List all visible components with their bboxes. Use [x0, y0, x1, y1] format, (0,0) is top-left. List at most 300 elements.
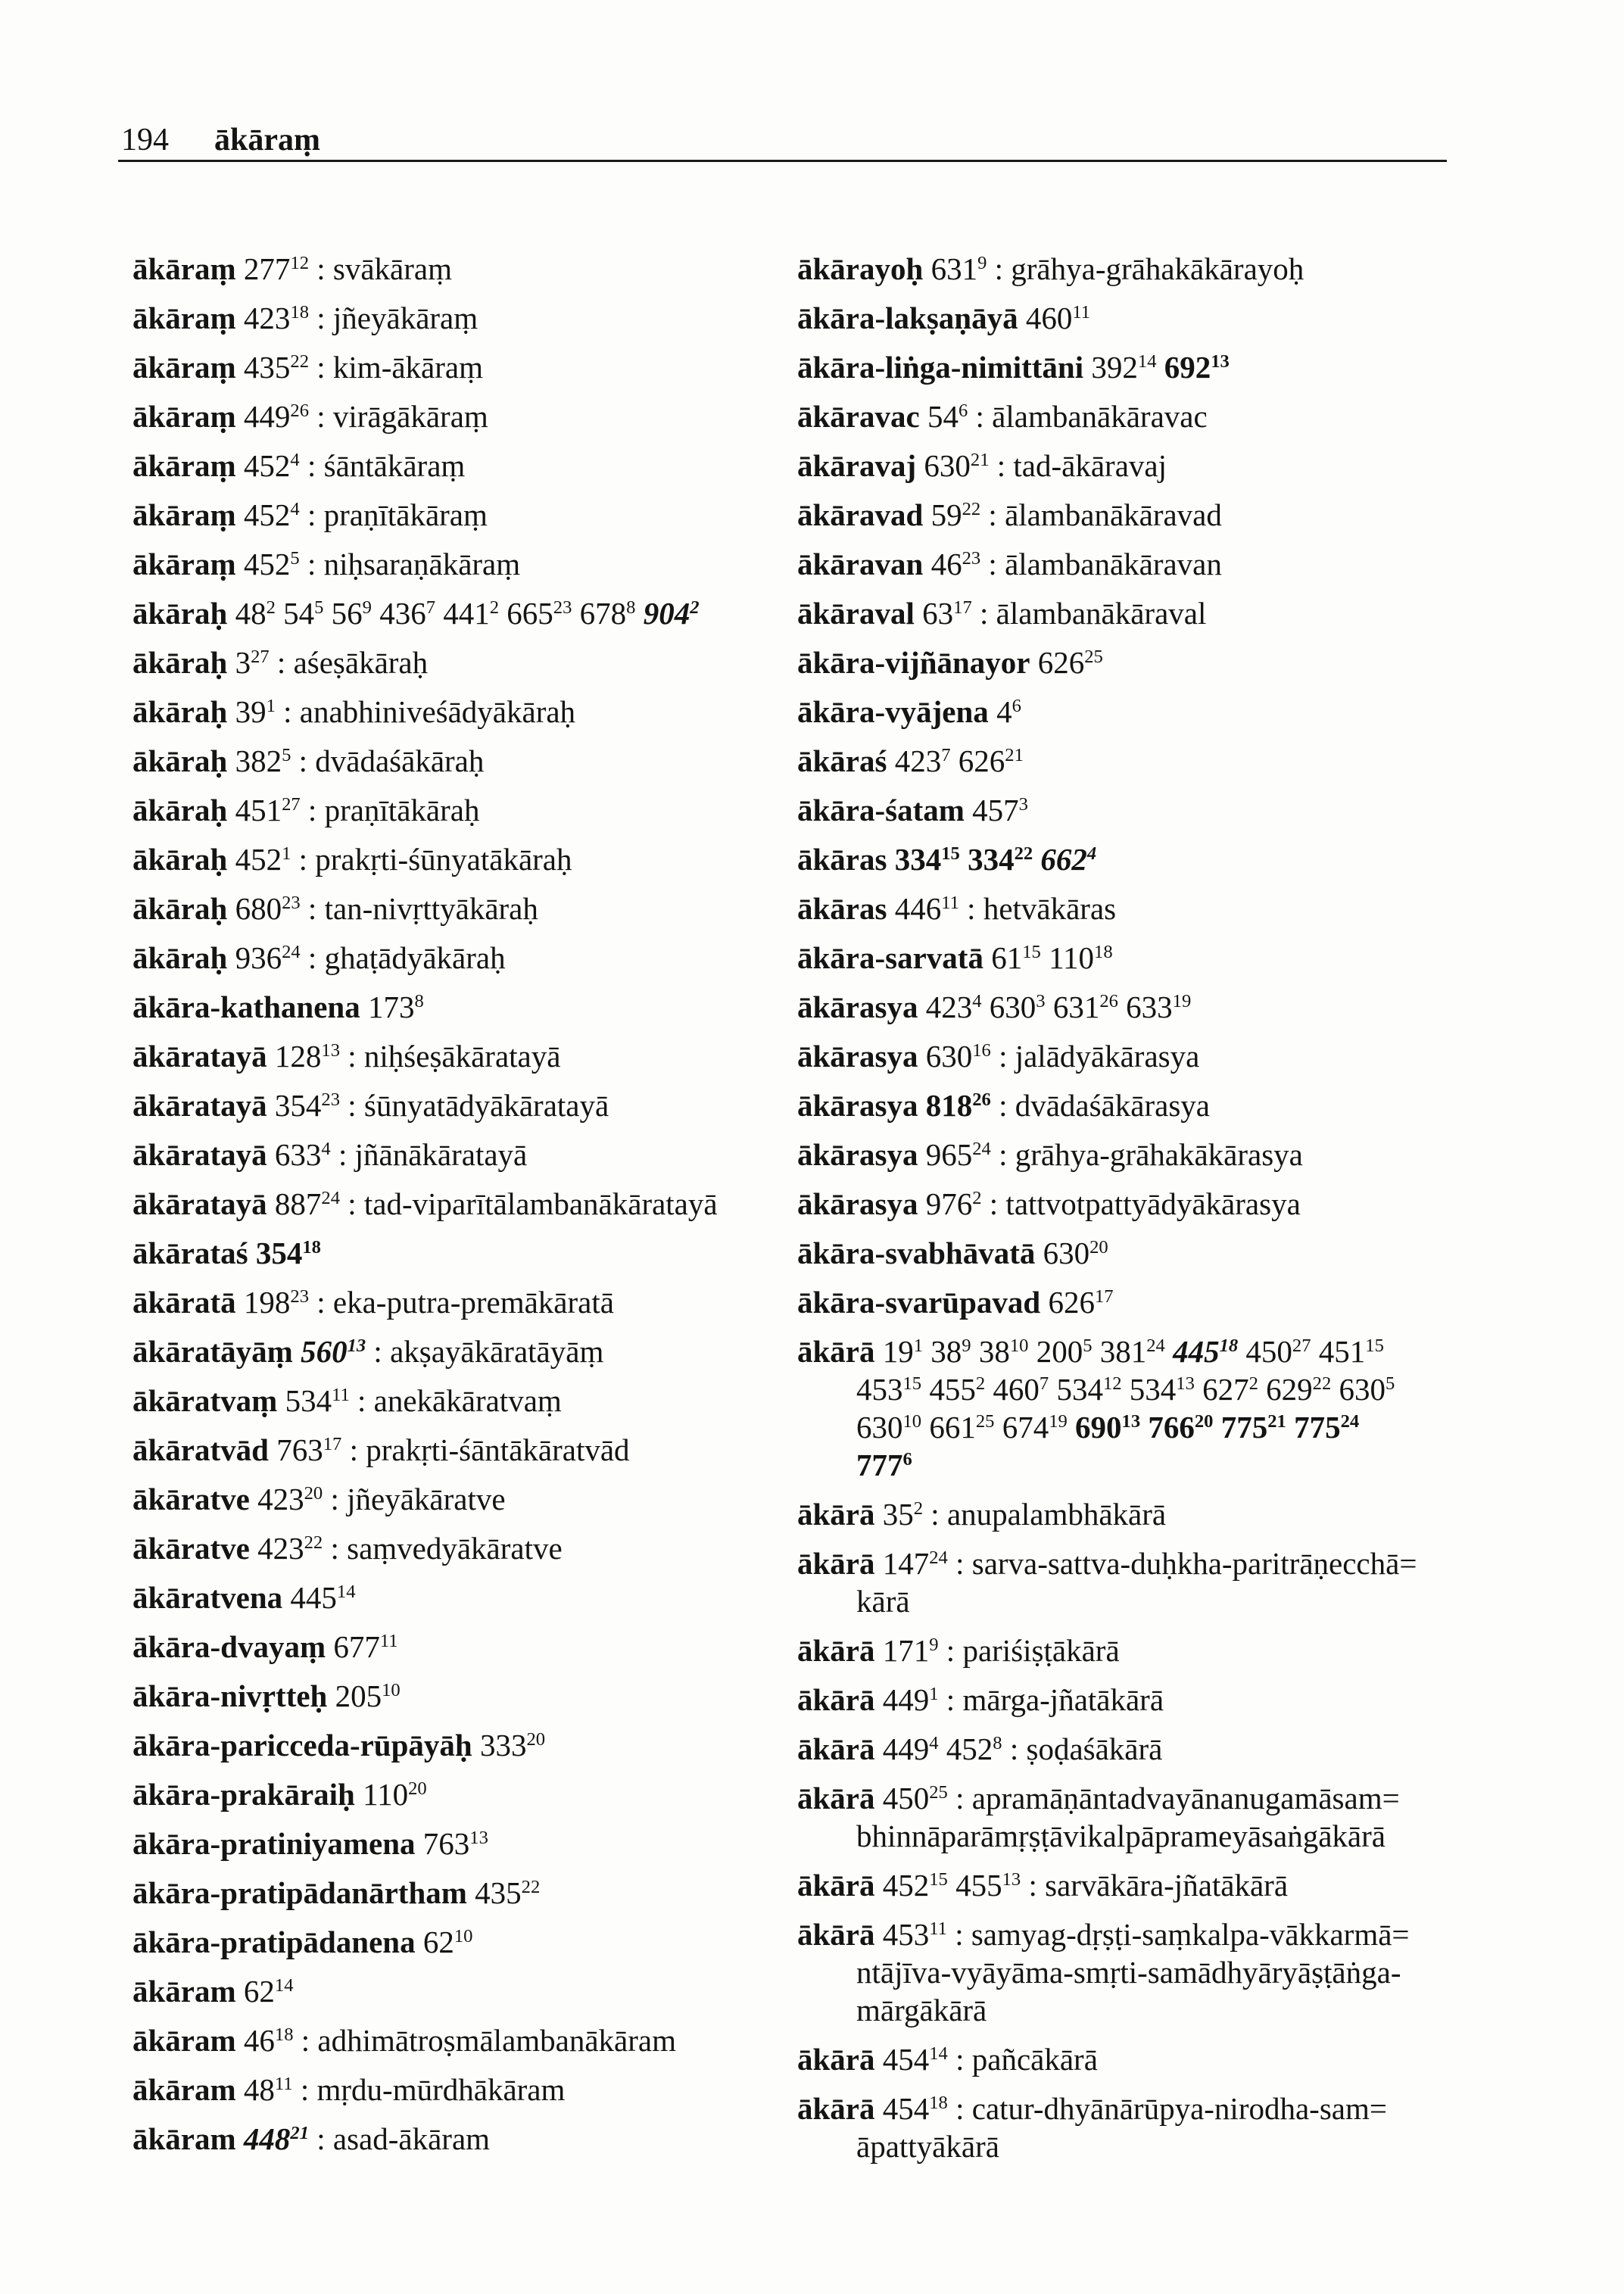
entry-line — [132, 1628, 718, 1666]
index-entry — [797, 348, 1417, 386]
reference — [423, 1826, 488, 1861]
entry-line — [132, 988, 718, 1026]
reference-line: 23 — [553, 597, 572, 619]
index-entry — [132, 1086, 718, 1124]
reference-line: 5 — [290, 548, 300, 569]
reference-page: 452 — [235, 842, 282, 877]
index-entry — [797, 2090, 1417, 2165]
reference — [244, 547, 300, 581]
reference-page: 147 — [882, 1546, 930, 1581]
index-entry — [797, 742, 1417, 780]
reference-line: 24 — [929, 1548, 948, 1569]
reference-line: 18 — [302, 1237, 321, 1258]
headword: ākārayoḥ — [797, 251, 924, 286]
reference-page: 171 — [882, 1633, 930, 1668]
index-entry — [132, 791, 718, 829]
reference-page: 54 — [927, 399, 959, 434]
gloss: prakṛti-śāntākāratvād — [366, 1432, 630, 1467]
reference-page: 665 — [507, 596, 553, 631]
reference — [990, 990, 1046, 1024]
reference — [929, 1410, 994, 1445]
reference-page: 450 — [882, 1781, 930, 1816]
reference-page: 452 — [243, 497, 291, 532]
gloss: prakṛti-śūnyatākāraḥ — [315, 842, 572, 877]
reference — [1053, 990, 1118, 1024]
reference-page: 3 — [235, 645, 251, 680]
index-entry — [132, 447, 718, 485]
reference-page: 354 — [274, 1088, 322, 1123]
reference-page: 763 — [422, 1826, 470, 1861]
index-entry — [132, 2120, 718, 2158]
reference — [1100, 1334, 1165, 1369]
headword: ākāraṃ — [132, 301, 236, 335]
gloss: sarvākāra-jñatākārā — [1045, 1868, 1289, 1903]
headword: ākārasya — [797, 1137, 918, 1172]
entry-line — [797, 1915, 1417, 1953]
reference-page: 630 — [925, 1039, 973, 1074]
entry-line — [132, 299, 718, 337]
entry-line — [797, 1185, 1417, 1223]
reference-page: 435 — [243, 350, 291, 385]
reference-line: 24 — [1340, 1411, 1360, 1432]
reference-page: 38 — [978, 1334, 1010, 1369]
reference-page: 56 — [331, 596, 363, 631]
reference-line: 23 — [290, 1286, 309, 1308]
headword: ākāram — [132, 2072, 236, 2107]
entry-line — [797, 348, 1417, 386]
reference-page: 451 — [235, 793, 282, 828]
entry-line — [132, 447, 718, 485]
headword: ākāra-lakṣaṇāyā — [797, 301, 1018, 335]
reference-page: 560 — [301, 1334, 348, 1369]
separator: : — [946, 1682, 955, 1717]
entry-line-continued — [797, 1953, 1417, 1991]
reference-page: 775 — [1220, 1410, 1268, 1445]
reference-line: 4 — [929, 1733, 939, 1754]
index-entry — [132, 1579, 718, 1616]
reference — [883, 1781, 948, 1816]
headword: ākāra-vyājena — [797, 694, 989, 729]
reference-page: 680 — [235, 891, 282, 926]
reference — [993, 1372, 1049, 1407]
entry-line — [132, 1136, 718, 1173]
reference-line: 17 — [323, 1434, 342, 1455]
reference-page: 976 — [925, 1186, 973, 1221]
reference — [929, 1372, 985, 1407]
reference-page: 766 — [1148, 1410, 1195, 1445]
separator: : — [1009, 1731, 1019, 1766]
reference-page: 200 — [1036, 1334, 1083, 1369]
reference-line: 20 — [304, 1483, 323, 1504]
reference-page: 452 — [243, 448, 291, 483]
reference-line: 19 — [1049, 1411, 1068, 1432]
reference-page: 904 — [643, 596, 690, 631]
reference-page: 441 — [443, 596, 490, 631]
reference-page: 128 — [274, 1039, 322, 1074]
gloss: anekākāratvaṃ — [373, 1383, 562, 1418]
entry-line — [132, 2120, 718, 2158]
index-entry — [132, 250, 718, 288]
entry-line-continued — [797, 2127, 1417, 2165]
reference-line: 9 — [977, 253, 987, 274]
reference-line: 14 — [1137, 351, 1157, 372]
reference — [244, 399, 309, 434]
reference — [856, 1372, 921, 1407]
index-column-left — [132, 250, 718, 2169]
reference-page: 534 — [285, 1383, 332, 1418]
reference-page: 423 — [257, 1482, 304, 1516]
index-entry — [797, 1332, 1417, 1484]
reference-line: 2 — [1248, 1373, 1258, 1395]
reference-line: 3 — [1018, 794, 1028, 815]
reference-page: 62 — [243, 1974, 275, 2009]
reference-page: 4 — [996, 694, 1012, 729]
gloss: saṃvedyākāratve — [347, 1531, 563, 1566]
reference — [290, 1580, 355, 1615]
headword: ākāra-svabhāvatā — [797, 1236, 1036, 1270]
reference-line: 20 — [1089, 1237, 1108, 1258]
separator: : — [307, 940, 317, 975]
reference-line: 20 — [1194, 1411, 1214, 1432]
index-entry — [797, 988, 1417, 1026]
reference-page: 775 — [1294, 1410, 1341, 1445]
gloss: jalādyākārasya — [1015, 1039, 1200, 1074]
index-entry — [797, 397, 1417, 435]
reference-page: 277 — [243, 251, 291, 286]
reference-page: 626 — [1048, 1285, 1095, 1320]
headword: ākārā — [797, 1868, 875, 1903]
entry-line — [132, 840, 718, 878]
separator: : — [989, 1186, 999, 1221]
reference — [979, 1334, 1029, 1369]
index-entry — [132, 299, 718, 337]
reference — [443, 596, 499, 631]
reference-page: 61 — [991, 940, 1023, 975]
reference-line: 25 — [975, 1411, 995, 1432]
entry-line — [797, 545, 1417, 583]
entry-line — [132, 2021, 718, 2059]
reference-line: 9 — [362, 597, 372, 619]
headword: ākāratayā — [132, 1039, 267, 1074]
gloss: niḥśeṣākāratayā — [363, 1039, 561, 1074]
reference — [1038, 645, 1103, 680]
reference-page: 334 — [894, 842, 942, 877]
index-entry — [132, 840, 718, 878]
reference-page: 818 — [925, 1088, 973, 1123]
headword: ākāratā — [132, 1285, 236, 1320]
reference — [244, 2121, 309, 2156]
reference-line: 13 — [1176, 1373, 1195, 1395]
index-entry — [132, 693, 718, 731]
reference-page: 446 — [894, 891, 942, 926]
entry-line — [797, 840, 1417, 878]
headword: ākāram — [132, 2121, 236, 2156]
reference — [1130, 1372, 1195, 1407]
entry-line — [132, 939, 718, 977]
index-entry — [132, 1775, 718, 1813]
entry-line — [797, 397, 1417, 435]
separator: : — [930, 1497, 940, 1532]
gloss: kim-ākāraṃ — [332, 350, 483, 385]
index-entry — [797, 1495, 1417, 1533]
index-entry — [132, 939, 718, 977]
reference — [275, 1137, 331, 1172]
separator: : — [330, 1482, 339, 1516]
separator: : — [975, 399, 984, 434]
separator: : — [980, 596, 989, 631]
reference — [332, 596, 372, 631]
reference-page: 450 — [1245, 1334, 1292, 1369]
reference — [244, 301, 309, 335]
entry-line — [132, 1972, 718, 2010]
reference-page: 633 — [274, 1137, 322, 1172]
reference-page: 54 — [283, 596, 315, 631]
reference — [931, 497, 981, 532]
headword: ākāra-pratipādanārtham — [132, 1875, 467, 1910]
reference — [244, 1974, 294, 2009]
index-entry — [132, 1874, 718, 1912]
reference-line: 27 — [251, 647, 270, 668]
reference-page: 39 — [235, 694, 267, 729]
reference-page: 354 — [255, 1236, 303, 1270]
reference — [856, 1448, 912, 1482]
separator: : — [349, 1432, 358, 1467]
headword: ākārā — [797, 1917, 875, 1952]
reference — [1202, 1372, 1258, 1407]
gloss: ālambanākāravac — [992, 399, 1208, 434]
reference-page: 63 — [922, 596, 954, 631]
entry-line — [797, 1234, 1417, 1272]
reference — [926, 990, 982, 1024]
reference-line: 13 — [321, 1040, 340, 1061]
reference — [931, 547, 981, 581]
separator: : — [955, 1917, 964, 1952]
entry-line — [797, 1332, 1417, 1370]
entry-line — [132, 1382, 718, 1420]
reference-page: 453 — [882, 1917, 930, 1952]
separator: : — [316, 1285, 326, 1320]
reference — [991, 940, 1041, 975]
headword: ākāra-paricceda-rūpāyāḥ — [132, 1728, 472, 1763]
index-entry — [797, 2040, 1417, 2078]
reference-line: 1 — [929, 1684, 939, 1705]
entry-line — [797, 594, 1417, 632]
separator: : — [307, 448, 316, 483]
reference-page: 35 — [882, 1497, 914, 1532]
index-entry — [797, 1136, 1417, 1173]
entry-line — [797, 693, 1417, 731]
index-entry — [132, 1136, 718, 1173]
entry-line — [132, 1086, 718, 1124]
reference-line: 24 — [282, 942, 301, 963]
reference-line: 18 — [1094, 942, 1113, 963]
reference-page: 423 — [894, 743, 942, 778]
index-entry — [132, 1431, 718, 1469]
headword: ākārā — [797, 1731, 875, 1766]
headword: ākāravaj — [797, 448, 917, 483]
reference — [235, 940, 301, 975]
entry-line — [132, 1480, 718, 1518]
entry-line — [797, 939, 1417, 977]
reference-page: 46 — [243, 2023, 275, 2058]
reference — [931, 251, 987, 286]
reference — [1036, 1334, 1093, 1369]
reference-line: 22 — [1312, 1373, 1332, 1395]
headword: ākāravad — [797, 497, 924, 532]
headword: ākārasya — [797, 1039, 918, 1074]
reference — [1221, 1410, 1286, 1445]
reference-line: 4 — [1086, 843, 1097, 865]
reference-line: 25 — [929, 1782, 948, 1803]
entry-line — [797, 1086, 1417, 1124]
headword: ākāraval — [797, 596, 915, 631]
reference-line: 23 — [321, 1089, 340, 1111]
separator: : — [999, 1088, 1008, 1123]
headword: ākāratvena — [132, 1580, 283, 1615]
entry-line-continued — [797, 1370, 1417, 1408]
headword: ākāratayā — [132, 1088, 267, 1123]
reference — [235, 596, 276, 631]
reference — [1148, 1410, 1213, 1445]
index-entry — [797, 1730, 1417, 1768]
headword: ākāras — [797, 891, 887, 926]
reference-line: 2 — [489, 597, 500, 619]
reference — [480, 1728, 545, 1763]
reference-page: 48 — [243, 2072, 275, 2107]
reference-line: 27 — [282, 794, 301, 815]
reference — [244, 1285, 309, 1320]
gloss: jñeyākāraṃ — [332, 301, 478, 335]
separator: : — [357, 1383, 366, 1418]
reference-line: 5 — [282, 745, 291, 766]
reference — [244, 497, 300, 532]
gloss: dvādaśākārasya — [1015, 1088, 1210, 1123]
reference — [924, 448, 989, 483]
headword: ākāraḥ — [132, 743, 228, 778]
index-entry — [132, 1037, 718, 1075]
reference-page: 626 — [958, 743, 1005, 778]
reference — [507, 596, 572, 631]
index-entry — [132, 1825, 718, 1862]
reference-line: 1 — [913, 1336, 924, 1357]
reference-line: 22 — [1014, 843, 1033, 865]
reference-page: 382 — [235, 743, 282, 778]
entry-line — [797, 1681, 1417, 1719]
reference-page: 452 — [243, 547, 291, 581]
reference-line: 9 — [929, 1635, 939, 1656]
reference-line: 12 — [1102, 1373, 1122, 1395]
entry-line — [132, 1825, 718, 1862]
separator: : — [1028, 1868, 1037, 1903]
entry-line — [797, 742, 1417, 780]
reference — [580, 596, 636, 631]
reference-page: 452 — [946, 1731, 993, 1766]
gloss: niḥsaraṇākāraṃ — [323, 547, 521, 581]
reference — [1002, 1410, 1068, 1445]
entry-line — [797, 644, 1417, 681]
reference — [1040, 842, 1096, 877]
reference-line: 17 — [953, 597, 972, 619]
index-entry — [132, 348, 718, 386]
entry-line — [132, 644, 718, 681]
index-entry — [797, 939, 1417, 977]
reference — [257, 1531, 323, 1566]
headword: ākārā — [797, 1633, 875, 1668]
header-rule — [118, 160, 1447, 162]
index-entry — [132, 1923, 718, 1961]
reference-line: 16 — [972, 1040, 991, 1061]
headword: ākāram — [132, 2023, 236, 2058]
entry-line — [132, 1677, 718, 1715]
index-entry — [132, 644, 718, 681]
index-entry — [797, 693, 1417, 731]
separator: : — [955, 2042, 965, 2077]
reference-line: 13 — [1002, 1869, 1021, 1890]
entry-line — [132, 1283, 718, 1321]
reference — [926, 1088, 991, 1123]
reference — [475, 1875, 540, 1910]
separator: : — [300, 2072, 310, 2107]
gloss: ālambanākāravan — [1005, 547, 1222, 581]
reference — [883, 1868, 948, 1903]
reference-line: 5 — [1386, 1373, 1395, 1395]
separator: : — [373, 1334, 382, 1369]
reference-page: 454 — [882, 2042, 930, 2077]
reference-line: 20 — [408, 1778, 427, 1800]
entry-line — [132, 1775, 718, 1813]
reference-page: 692 — [1164, 350, 1211, 385]
gloss: eka-putra-premākāratā — [332, 1285, 614, 1320]
reference-line: 14 — [274, 1975, 294, 1996]
reference-page: 677 — [333, 1629, 380, 1664]
index-entry — [797, 840, 1417, 878]
reference-page: 662 — [1040, 842, 1087, 877]
headword: ākāraḥ — [132, 891, 228, 926]
reference-line: 13 — [347, 1336, 366, 1357]
gloss: tattvotpattyādyākārasya — [1005, 1186, 1301, 1221]
gloss: svākāraṃ — [332, 251, 452, 286]
reference-page: 534 — [1129, 1372, 1177, 1407]
reference — [883, 1633, 939, 1668]
index-entry — [132, 2021, 718, 2059]
index-entry — [132, 1480, 718, 1518]
reference-page: 630 — [1339, 1372, 1386, 1407]
entry-line — [797, 1779, 1417, 1817]
reference — [972, 793, 1028, 828]
reference — [244, 2023, 294, 2058]
index-entry — [132, 496, 718, 534]
reference-line: 21 — [290, 2123, 309, 2144]
reference — [244, 448, 300, 483]
reference-page: 59 — [930, 497, 962, 532]
reference-line: 1 — [282, 843, 291, 865]
index-entry — [797, 447, 1417, 485]
separator: : — [348, 1186, 357, 1221]
headword: ākāraṃ — [132, 399, 236, 434]
entry-line — [132, 1234, 718, 1272]
reference-page: 452 — [882, 1868, 930, 1903]
gloss: akṣayākāratāyāṃ — [390, 1334, 604, 1369]
headword: ākāra-prakāraiḥ — [132, 1777, 355, 1812]
reference-line: 6 — [958, 401, 968, 422]
headword: ākāraṃ — [132, 547, 236, 581]
headword: ākāra-vijñānayor — [797, 645, 1030, 680]
entry-line — [132, 1579, 718, 1616]
reference-line: 21 — [970, 450, 990, 471]
separator: : — [946, 1633, 955, 1668]
reference-page: 936 — [235, 940, 282, 975]
reference — [235, 743, 291, 778]
